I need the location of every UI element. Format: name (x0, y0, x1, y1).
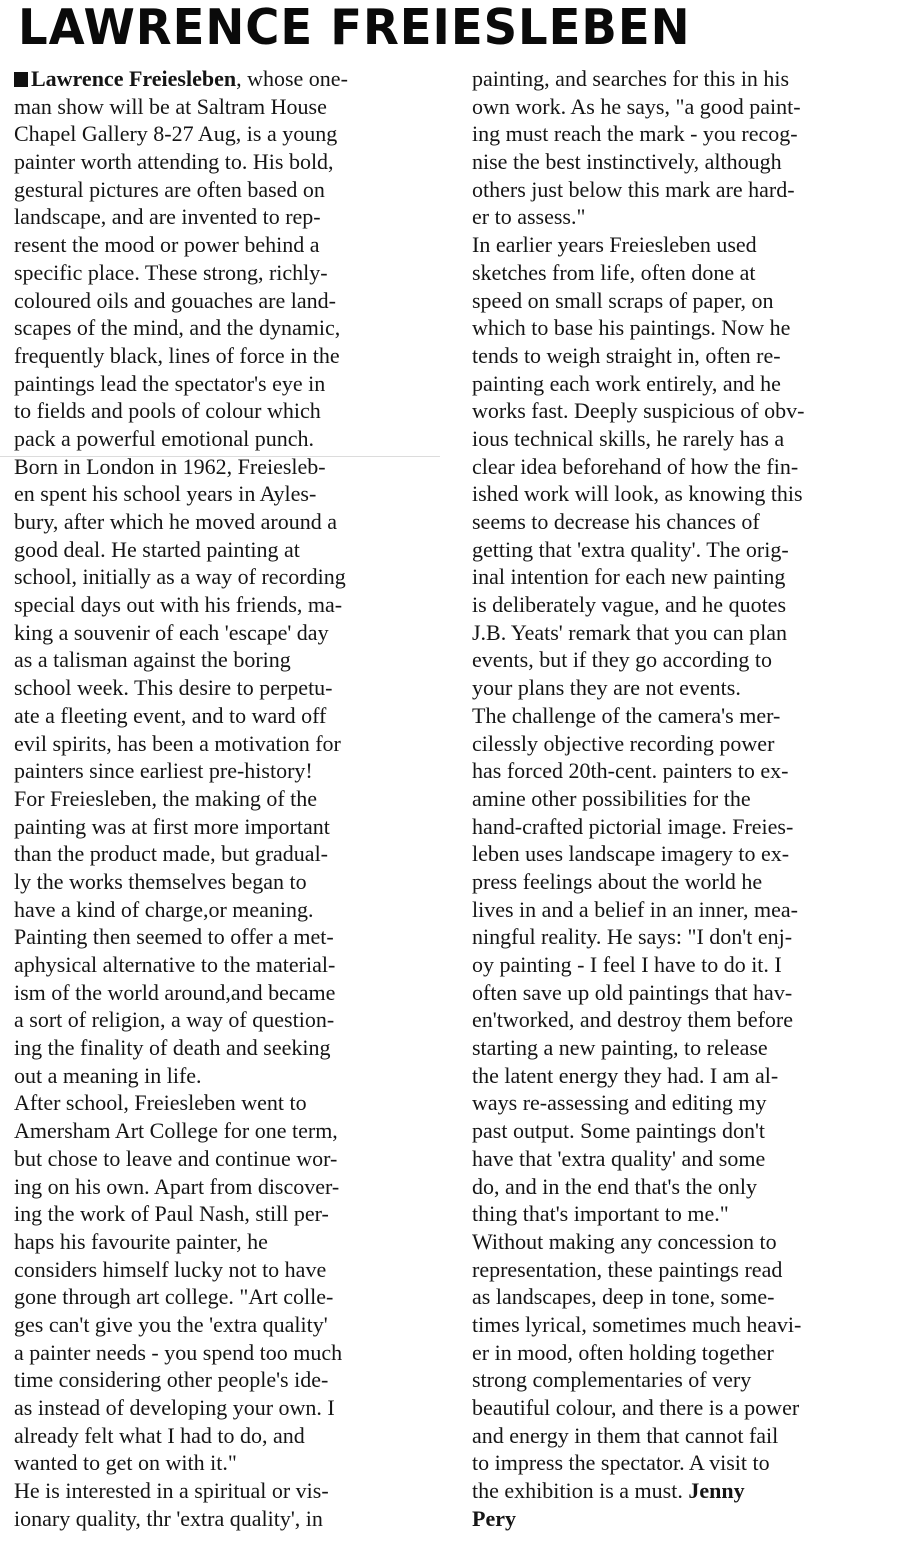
article-line: but chose to leave and continue wor- (14, 1145, 338, 1171)
article-line-text: getting that 'extra quality'. The orig- (472, 536, 789, 562)
article-line (472, 1422, 892, 1450)
article-line: considers himself lucky not to have (14, 1256, 327, 1282)
article-line: ges can't give you the 'extra quality' (14, 1311, 328, 1337)
article-line-text: lives in and a belief in an inner, mea- (472, 896, 798, 922)
article-line (472, 591, 892, 619)
article-line (472, 203, 892, 231)
article-line: haps his favourite painter, he (14, 1228, 268, 1254)
article-line: For Freiesleben, the making of the (14, 785, 318, 811)
article-line: After school, Freiesleben went to (14, 1090, 307, 1116)
article-line (472, 1283, 892, 1311)
article-line (472, 480, 892, 508)
article-line: painter worth attending to. His bold, (14, 149, 334, 175)
article-line-text: to impress the spectator. A visit to (472, 1450, 770, 1476)
article-line-text: own work. As he says, "a good paint- (472, 93, 801, 119)
article-line: ism of the world around,and became (14, 979, 336, 1005)
article-line (472, 1089, 892, 1117)
article-line (472, 813, 892, 841)
article-line: have a kind of charge,or meaning. (14, 896, 314, 922)
article-line-text: nise the best instinctively, although (472, 149, 782, 175)
article-line (472, 1173, 892, 1201)
article-line (472, 1394, 892, 1422)
article-line-text: inal intention for each new painting (472, 564, 786, 590)
article-line: ing the work of Paul Nash, still per- (14, 1201, 329, 1227)
article-line (472, 120, 892, 148)
article-line (472, 1200, 892, 1228)
article-line (472, 314, 892, 342)
article-line: ing on his own. Apart from discover- (14, 1173, 340, 1199)
article-line-text: er in mood, often holding together (472, 1339, 774, 1365)
article-line (472, 93, 892, 121)
article-line-text: the latent energy they had. I am al- (472, 1062, 779, 1088)
article-line (472, 619, 892, 647)
article-line (472, 1366, 892, 1394)
article-line-text: your plans they are not events. (472, 675, 741, 701)
article-line (472, 148, 892, 176)
article-line (472, 65, 892, 93)
article-line-text: In earlier years Freiesleben used (472, 232, 757, 258)
headline: LAWRENCE FREIESLEBEN (18, 0, 691, 56)
article-line-text: J.B. Yeats' remark that you can plan (472, 619, 787, 645)
article-line-text: ways re-assessing and editing my (472, 1090, 767, 1116)
article-column-right (472, 65, 892, 1532)
article-line (472, 536, 892, 564)
article-line-text: clear idea beforehand of how the fin- (472, 453, 799, 479)
article-line-text: cilessly objective recording power (472, 730, 775, 756)
article-line-text: Without making any concession to (472, 1228, 777, 1254)
article-line-text: seems to decrease his chances of (472, 509, 760, 534)
article-line: king a souvenir of each 'escape' day (14, 619, 329, 645)
article-line (472, 508, 892, 536)
article-line-text: starting a new painting, to release (472, 1035, 768, 1061)
article-line: as a talisman against the boring (14, 647, 291, 673)
article-line: specific place. These strong, richly- (14, 259, 328, 285)
article-line (472, 702, 892, 730)
article-line: evil spirits, has been a motivation for (14, 730, 341, 756)
article-line (472, 1311, 892, 1339)
article-line-text: the exhibition is a must. (472, 1478, 689, 1504)
article-line-text: do, and in the end that's the only (472, 1173, 758, 1199)
article-line-text: ished work will look, as knowing this (472, 481, 803, 507)
article-line: gestural pictures are often based on (14, 176, 325, 202)
article-line-text: has forced 20th-cent. painters to ex- (472, 758, 789, 784)
article-line-text: tends to weigh straight in, often re- (472, 342, 781, 368)
article-line (472, 1256, 892, 1284)
article-line-text: leben uses landscape imagery to ex- (472, 841, 790, 867)
article-line: ate a fleeting event, and to ward off (14, 702, 327, 728)
article-line (472, 868, 892, 896)
article-line-text: press feelings about the world he (472, 868, 763, 894)
article-line: Amersham Art College for one term, (14, 1118, 338, 1144)
article-line (472, 757, 892, 785)
article-line: a sort of religion, a way of question- (14, 1007, 335, 1033)
article-line-text: times lyrical, sometimes much heavi- (472, 1311, 802, 1337)
article-line (472, 951, 892, 979)
article-line-text: have that 'extra quality' and some (472, 1145, 766, 1171)
article-line: coloured oils and gouaches are land- (14, 287, 336, 313)
article-line-text: The challenge of the camera's mer- (472, 702, 781, 728)
lead-name: Lawrence Freiesleben (31, 66, 237, 91)
article-line: ing the finality of death and seeking (14, 1035, 331, 1061)
article-line: man show will be at Saltram House (14, 93, 327, 119)
article-line-text: past output. Some paintings don't (472, 1118, 766, 1144)
article-line: He is interested in a spiritual or vis- (14, 1478, 329, 1504)
article-line (472, 785, 892, 813)
article-line-text: ing must reach the mark - you recog- (472, 121, 798, 147)
article-line-text: works fast. Deeply suspicious of obv- (472, 398, 805, 424)
article-line (472, 342, 892, 370)
article-line: out a meaning in life. (14, 1062, 202, 1088)
article-line: pack a powerful emotional punch. (14, 425, 314, 451)
article-line: to fields and pools of colour which (14, 398, 321, 424)
article-line (472, 1228, 892, 1256)
article-line: as instead of developing your own. I (14, 1395, 335, 1420)
article-line: en spent his school years in Ayles- (14, 481, 317, 507)
article-line: aphysical alternative to the material- (14, 952, 336, 977)
article-line: special days out with his friends, ma- (14, 592, 343, 618)
article-line-text: is deliberately vague, and he quotes (472, 592, 787, 618)
article-line-text: sketches from life, often done at (472, 259, 756, 285)
article-line-text: painting, and searches for this in his (472, 66, 790, 91)
article-line (472, 231, 892, 259)
article-line-text: ningful reality. He says: "I don't enj- (472, 924, 793, 950)
article-line-text: thing that's important to me." (472, 1201, 729, 1227)
article-line (472, 1449, 892, 1477)
article-line (472, 840, 892, 868)
article-line: than the product made, but gradual- (14, 841, 329, 867)
article-line-text: as landscapes, deep in tone, some- (472, 1284, 775, 1310)
article-line: gone through art college. "Art colle- (14, 1284, 334, 1310)
article-line: frequently black, lines of force in the (14, 342, 340, 368)
article-line (472, 896, 892, 924)
article-line (472, 674, 892, 702)
article-line: good deal. He started painting at (14, 536, 300, 562)
article-line-text: and energy in them that cannot fail (472, 1422, 779, 1448)
article-line: already felt what I had to do, and (14, 1422, 305, 1448)
article-line-text: strong complementaries of very (472, 1367, 752, 1393)
article-line (472, 730, 892, 758)
article-line (472, 1117, 892, 1145)
article-line-text: representation, these paintings read (472, 1256, 783, 1282)
article-line: paintings lead the spectator's eye in (14, 370, 326, 396)
article-line (472, 1034, 892, 1062)
article-line: resent the mood or power behind a (14, 232, 320, 258)
author-last-name: Pery (472, 1505, 516, 1531)
article-line-text: beautiful colour, and there is a power (472, 1395, 800, 1420)
article-line (472, 176, 892, 204)
article-line (472, 1145, 892, 1173)
article-line: Painting then seemed to offer a met- (14, 924, 334, 950)
article-line (472, 453, 892, 481)
article-line (472, 979, 892, 1007)
article-line: ionary quality, thr 'extra quality', in (14, 1505, 323, 1531)
article-line-text: events, but if they go according to (472, 647, 772, 673)
article-line (472, 397, 892, 425)
article-line-text: en'tworked, and destroy them before (472, 1007, 794, 1033)
article-line-text: which to base his paintings. Now he (472, 315, 791, 341)
article-line-text: er to assess." (472, 204, 586, 230)
article-line-text: painting each work entirely, and he (472, 370, 781, 396)
article-line (472, 1062, 892, 1090)
article-line: Chapel Gallery 8-27 Aug, is a young (14, 121, 338, 147)
article-line: scapes of the mind, and the dynamic, (14, 315, 341, 341)
article-line-text: amine other possibilities for the (472, 785, 751, 811)
article-line (472, 287, 892, 315)
article-line: wanted to get on with it." (14, 1450, 237, 1476)
article-line: landscape, and are invented to rep- (14, 204, 321, 230)
article-line: painting was at first more important (14, 813, 330, 839)
article-line-text: speed on small scraps of paper, on (472, 287, 774, 313)
article-line-text: oy painting - I feel I have to do it. I (472, 952, 782, 977)
article-line-text: others just below this mark are hard- (472, 176, 795, 202)
article-line (472, 563, 892, 591)
article-line (472, 425, 892, 453)
article-line: time considering other people's ide- (14, 1367, 329, 1393)
article-line-text: ious technical skills, he rarely has a (472, 425, 785, 451)
article-line (472, 370, 892, 398)
article-line: bury, after which he moved around a (14, 509, 337, 534)
article-line: school, initially as a way of recording (14, 564, 346, 590)
article-line: school week. This desire to perpetu- (14, 675, 333, 701)
article-line: ly the works themselves began to (14, 868, 307, 894)
article-line: painters since earliest pre-history! (14, 758, 313, 784)
article-line (472, 1339, 892, 1367)
article-line (472, 646, 892, 674)
article-line: a painter needs - you spend too much (14, 1339, 343, 1365)
article-line (14, 65, 444, 93)
article-line (472, 1477, 892, 1505)
article-line-text: hand-crafted pictorial image. Freies- (472, 813, 794, 839)
article-line-text: , whose one- (236, 66, 348, 91)
article-line (472, 923, 892, 951)
article-line (472, 259, 892, 287)
paragraph-bullet-icon (14, 72, 28, 87)
article-line-text: often save up old paintings that hav- (472, 979, 793, 1005)
article-line (472, 1006, 892, 1034)
article-line: Born in London in 1962, Freiesleb- (14, 453, 326, 479)
author-first-name: Jenny (688, 1478, 745, 1504)
article-column-left (14, 65, 444, 1532)
